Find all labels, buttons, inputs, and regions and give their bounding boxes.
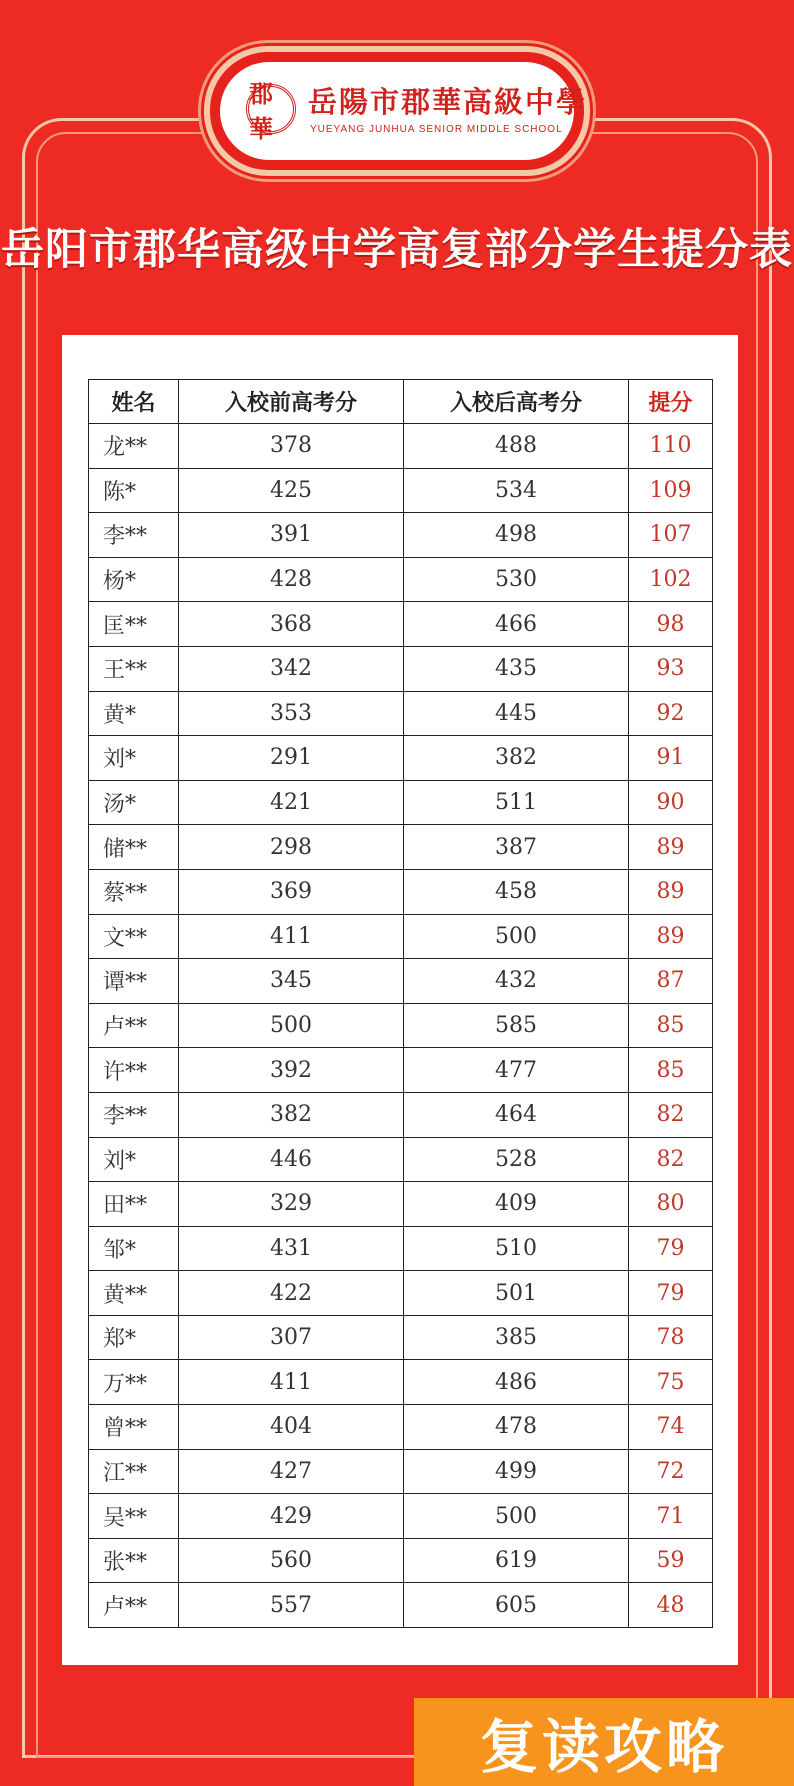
cell-gain: 79 [629,1226,713,1271]
cell-after: 458 [404,869,629,914]
cell-after: 464 [404,1092,629,1137]
school-name: 岳陽市郡華高級中學 [308,85,588,119]
cell-gain: 93 [629,646,713,691]
cell-name: 文** [89,914,179,959]
table-row [89,1003,713,1048]
table-row [89,468,713,513]
cell-name: 蔡** [89,869,179,914]
column-header-after: 入校后高考分 [404,380,629,424]
table-row [89,513,713,558]
table-row [89,1315,713,1360]
cell-gain: 109 [629,468,713,513]
cell-after: 500 [404,1494,629,1539]
table-row [89,1182,713,1227]
cell-gain: 71 [629,1494,713,1539]
cell-name: 汤* [89,780,179,825]
school-seal-icon [246,79,296,143]
cell-before: 382 [179,1092,404,1137]
cell-gain: 89 [629,914,713,959]
cell-after: 409 [404,1182,629,1227]
cell-after: 534 [404,468,629,513]
cell-before: 342 [179,646,404,691]
table-row [89,914,713,959]
cell-gain: 48 [629,1583,713,1628]
cell-before: 353 [179,691,404,736]
cell-after: 385 [404,1315,629,1360]
cell-name: 田** [89,1182,179,1227]
cell-after: 500 [404,914,629,959]
table-row [89,1137,713,1182]
table-row [89,1360,713,1405]
table-row [89,1449,713,1494]
cell-after: 585 [404,1003,629,1048]
cell-gain: 107 [629,513,713,558]
table-row [89,1092,713,1137]
cell-after: 501 [404,1271,629,1316]
cell-gain: 92 [629,691,713,736]
cell-before: 411 [179,914,404,959]
cell-gain: 102 [629,557,713,602]
cell-name: 吴** [89,1494,179,1539]
cell-gain: 89 [629,869,713,914]
cell-name: 张** [89,1538,179,1583]
table-row [89,1271,713,1316]
cell-after: 619 [404,1538,629,1583]
cell-gain: 82 [629,1092,713,1137]
table-row [89,1494,713,1539]
cell-name: 杨* [89,557,179,602]
cell-before: 422 [179,1271,404,1316]
cell-before: 378 [179,424,404,469]
cell-before: 557 [179,1583,404,1628]
cell-after: 499 [404,1449,629,1494]
cell-gain: 72 [629,1449,713,1494]
cell-name: 卢** [89,1003,179,1048]
cell-name: 刘* [89,736,179,781]
table-header-row [89,380,713,424]
cell-before: 425 [179,468,404,513]
cell-after: 432 [404,959,629,1004]
cell-gain: 110 [629,424,713,469]
cell-name: 龙** [89,424,179,469]
table-row [89,602,713,647]
cell-gain: 85 [629,1048,713,1093]
table-row [89,1226,713,1271]
table-row [89,1405,713,1450]
cell-after: 498 [404,513,629,558]
table-row [89,825,713,870]
cell-before: 500 [179,1003,404,1048]
cell-before: 329 [179,1182,404,1227]
cell-before: 427 [179,1449,404,1494]
table-row [89,1048,713,1093]
cell-after: 486 [404,1360,629,1405]
page-title: 岳阳市郡华高级中学高复部分学生提分表 [1,225,793,275]
cell-before: 392 [179,1048,404,1093]
cell-name: 江** [89,1449,179,1494]
cell-after: 435 [404,646,629,691]
cell-after: 511 [404,780,629,825]
cell-after: 387 [404,825,629,870]
column-header-name: 姓名 [89,380,179,424]
cell-gain: 59 [629,1538,713,1583]
column-header-before: 入校前高考分 [179,380,404,424]
cell-after: 605 [404,1583,629,1628]
cell-after: 528 [404,1137,629,1182]
cell-after: 530 [404,557,629,602]
cell-before: 298 [179,825,404,870]
cell-before: 428 [179,557,404,602]
table-body [89,424,713,1628]
cell-name: 邹* [89,1226,179,1271]
cell-before: 391 [179,513,404,558]
cell-before: 307 [179,1315,404,1360]
cell-gain: 82 [629,1137,713,1182]
cell-gain: 89 [629,825,713,870]
watermark-label: 复读攻略 [414,1698,794,1786]
cell-before: 291 [179,736,404,781]
cell-name: 陈* [89,468,179,513]
cell-name: 曾** [89,1405,179,1450]
cell-after: 445 [404,691,629,736]
cell-gain: 87 [629,959,713,1004]
table-row [89,691,713,736]
cell-before: 345 [179,959,404,1004]
table-row [89,557,713,602]
cell-after: 478 [404,1405,629,1450]
cell-name: 刘* [89,1137,179,1182]
cell-name: 李** [89,513,179,558]
cell-name: 匡** [89,602,179,647]
table-row [89,780,713,825]
table-row [89,736,713,781]
cell-before: 369 [179,869,404,914]
cell-name: 储** [89,825,179,870]
table-row [89,869,713,914]
cell-before: 368 [179,602,404,647]
cell-name: 王** [89,646,179,691]
cell-name: 李** [89,1092,179,1137]
cell-gain: 91 [629,736,713,781]
table-row [89,1538,713,1583]
score-table [88,379,713,1628]
cell-name: 卢** [89,1583,179,1628]
cell-before: 404 [179,1405,404,1450]
school-name-en: YUEYANG JUNHUA SENIOR MIDDLE SCHOOL [310,124,563,135]
cell-gain: 78 [629,1315,713,1360]
cell-before: 421 [179,780,404,825]
cell-after: 510 [404,1226,629,1271]
school-logo-badge [204,46,590,176]
cell-name: 黄* [89,691,179,736]
cell-gain: 74 [629,1405,713,1450]
cell-gain: 80 [629,1182,713,1227]
cell-gain: 90 [629,780,713,825]
cell-after: 477 [404,1048,629,1093]
badge-inner [220,62,588,160]
cell-before: 431 [179,1226,404,1271]
column-header-gain: 提分 [629,380,713,424]
seal-text: 郡華 [249,79,273,143]
cell-gain: 79 [629,1271,713,1316]
cell-before: 446 [179,1137,404,1182]
cell-after: 382 [404,736,629,781]
cell-name: 黄** [89,1271,179,1316]
cell-name: 郑* [89,1315,179,1360]
cell-before: 560 [179,1538,404,1583]
cell-name: 许** [89,1048,179,1093]
table-row [89,959,713,1004]
table-row [89,1583,713,1628]
cell-before: 411 [179,1360,404,1405]
cell-before: 429 [179,1494,404,1539]
cell-name: 万** [89,1360,179,1405]
cell-name: 谭** [89,959,179,1004]
cell-after: 488 [404,424,629,469]
cell-gain: 85 [629,1003,713,1048]
table-row [89,424,713,469]
cell-gain: 98 [629,602,713,647]
cell-after: 466 [404,602,629,647]
cell-gain: 75 [629,1360,713,1405]
table-panel [62,335,738,1665]
table-row [89,646,713,691]
